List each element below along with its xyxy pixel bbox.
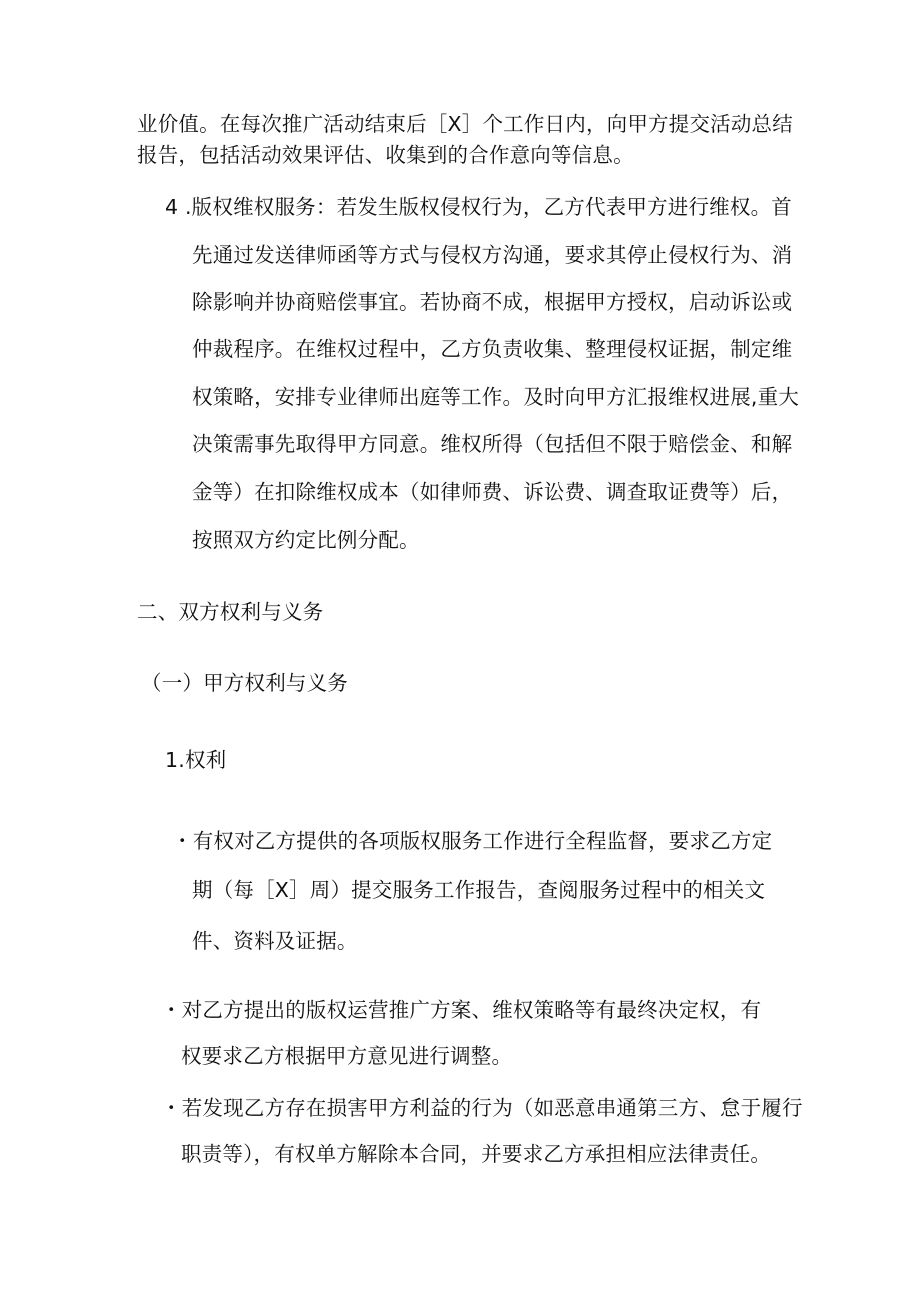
item-4-line: 决策需事先取得甲方同意。维权所得（包括但不限于赔偿金、和解	[192, 432, 793, 456]
item-4-line: 金等）在扣除维权成本（如律师费、诉讼费、调查取证费等）后，	[192, 480, 793, 504]
bullet-line: ・对乙方提出的版权运营推广方案、维权策略等有最终决定权，有	[161, 998, 762, 1022]
subsection-heading: （一）甲方权利与义务	[141, 671, 348, 695]
item-4-line: 按照双方约定比例分配。	[192, 528, 420, 552]
paragraph-line: 业价值。在每次推广活动结束后［X］个工作日内，向甲方提交活动总结	[137, 112, 793, 136]
bullet-line: ・有权对乙方提供的各项版权服务工作进行全程监督，要求乙方定	[172, 829, 773, 853]
item-4-line: 4 .版权维权服务：若发生版权侵权行为，乙方代表甲方进行维权。首	[165, 195, 792, 219]
item-4-line: 权策略，安排专业律师出庭等工作。及时向甲方汇报维权进展,重大	[192, 385, 800, 409]
bullet-line: 件、资料及证据。	[192, 929, 358, 953]
bullet-line: ・若发现乙方存在损害甲方利益的行为（如恶意串通第三方、怠于履行	[161, 1096, 803, 1120]
item-4-line: 除影响并协商赔偿事宜。若协商不成，根据甲方授权，启动诉讼或	[192, 290, 793, 314]
bullet-line: 权要求乙方根据甲方意见进行调整。	[181, 1044, 513, 1068]
bullet-line: 职责等），有权单方解除本合同，并要求乙方承担相应法律责任。	[181, 1142, 772, 1166]
bullet-line: 期（每［X］周）提交服务工作报告，查阅服务过程中的相关文	[192, 878, 766, 902]
section-heading: 二、双方权利与义务	[137, 600, 324, 624]
rights-heading: 1.权利	[165, 748, 227, 772]
item-4-line: 仲裁程序。在维权过程中，乙方负责收集、整理侵权证据，制定维	[192, 337, 793, 361]
paragraph-line: 报告，包括活动效果评估、收集到的合作意向等信息。	[137, 143, 634, 167]
item-4-line: 先通过发送律师函等方式与侵权方沟通，要求其停止侵权行为、消	[192, 243, 793, 267]
